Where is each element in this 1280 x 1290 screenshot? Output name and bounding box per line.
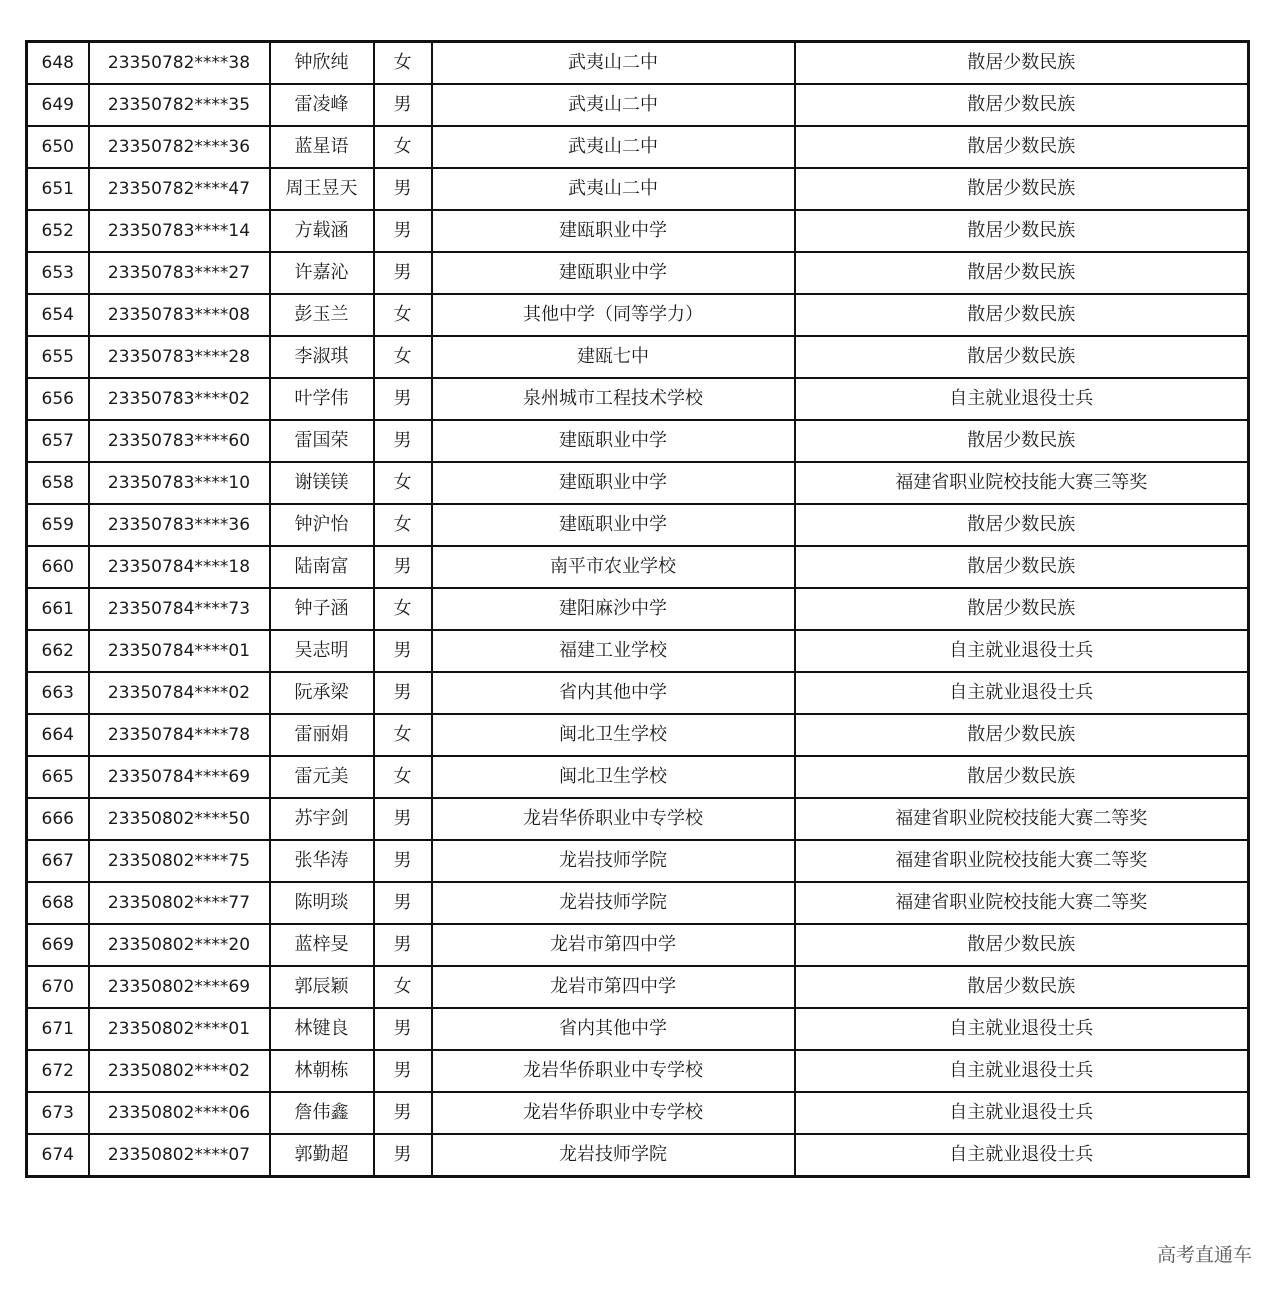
exam-id-cell: 23350782****47 (89, 168, 270, 210)
watermark-text: 高考直通车 (1156, 1244, 1252, 1266)
school-cell: 闽北卫生学校 (432, 756, 795, 798)
school-cell: 闽北卫生学校 (432, 714, 795, 756)
school-cell: 建瓯七中 (432, 336, 795, 378)
table-row (27, 1092, 1249, 1134)
serial-number-cell: 656 (27, 378, 89, 420)
serial-number-cell: 672 (27, 1050, 89, 1092)
school-cell: 建阳麻沙中学 (432, 588, 795, 630)
school-cell: 福建工业学校 (432, 630, 795, 672)
candidate-table (25, 40, 1250, 1178)
gender-cell: 男 (374, 378, 432, 420)
serial-number-cell: 659 (27, 504, 89, 546)
table-row (27, 462, 1249, 504)
category-cell: 福建省职业院校技能大赛二等奖 (795, 840, 1249, 882)
category-cell: 自主就业退役士兵 (795, 1008, 1249, 1050)
name-cell: 张华涛 (270, 840, 374, 882)
name-cell: 陆南富 (270, 546, 374, 588)
serial-number-cell: 669 (27, 924, 89, 966)
exam-id-cell: 23350782****38 (89, 42, 270, 85)
gender-cell: 男 (374, 84, 432, 126)
serial-number-cell: 658 (27, 462, 89, 504)
name-cell: 方载涵 (270, 210, 374, 252)
gender-cell: 男 (374, 168, 432, 210)
gender-cell: 女 (374, 966, 432, 1008)
table-row (27, 630, 1249, 672)
table-row (27, 798, 1249, 840)
school-cell: 建瓯职业中学 (432, 420, 795, 462)
school-cell: 武夷山二中 (432, 42, 795, 85)
serial-number-cell: 653 (27, 252, 89, 294)
name-cell: 谢镁镁 (270, 462, 374, 504)
category-cell: 散居少数民族 (795, 546, 1249, 588)
gender-cell: 女 (374, 126, 432, 168)
gender-cell: 女 (374, 462, 432, 504)
table-row (27, 546, 1249, 588)
exam-id-cell: 23350802****20 (89, 924, 270, 966)
table-row (27, 252, 1249, 294)
name-cell: 郭勤超 (270, 1134, 374, 1177)
table-row (27, 210, 1249, 252)
table-row (27, 84, 1249, 126)
gender-cell: 男 (374, 1134, 432, 1177)
name-cell: 叶学伟 (270, 378, 374, 420)
table-row (27, 168, 1249, 210)
exam-id-cell: 23350802****50 (89, 798, 270, 840)
serial-number-cell: 660 (27, 546, 89, 588)
school-cell: 省内其他中学 (432, 672, 795, 714)
name-cell: 吴志明 (270, 630, 374, 672)
school-cell: 其他中学（同等学力） (432, 294, 795, 336)
serial-number-cell: 662 (27, 630, 89, 672)
table-row (27, 672, 1249, 714)
name-cell: 钟沪怡 (270, 504, 374, 546)
school-cell: 龙岩华侨职业中专学校 (432, 1092, 795, 1134)
category-cell: 自主就业退役士兵 (795, 1092, 1249, 1134)
table-row (27, 378, 1249, 420)
table-row (27, 42, 1249, 85)
exam-id-cell: 23350784****78 (89, 714, 270, 756)
exam-id-cell: 23350802****75 (89, 840, 270, 882)
serial-number-cell: 654 (27, 294, 89, 336)
category-cell: 散居少数民族 (795, 924, 1249, 966)
exam-id-cell: 23350802****06 (89, 1092, 270, 1134)
gender-cell: 女 (374, 294, 432, 336)
serial-number-cell: 670 (27, 966, 89, 1008)
table-row (27, 1050, 1249, 1092)
exam-id-cell: 23350783****60 (89, 420, 270, 462)
category-cell: 散居少数民族 (795, 714, 1249, 756)
exam-id-cell: 23350782****35 (89, 84, 270, 126)
table-row (27, 1134, 1249, 1177)
school-cell: 武夷山二中 (432, 168, 795, 210)
name-cell: 李淑琪 (270, 336, 374, 378)
serial-number-cell: 664 (27, 714, 89, 756)
table-row (27, 420, 1249, 462)
table-row (27, 504, 1249, 546)
gender-cell: 女 (374, 588, 432, 630)
name-cell: 雷国荣 (270, 420, 374, 462)
category-cell: 自主就业退役士兵 (795, 1134, 1249, 1177)
name-cell: 钟子涵 (270, 588, 374, 630)
exam-id-cell: 23350783****27 (89, 252, 270, 294)
serial-number-cell: 651 (27, 168, 89, 210)
table-row (27, 882, 1249, 924)
table-row (27, 924, 1249, 966)
gender-cell: 男 (374, 210, 432, 252)
category-cell: 散居少数民族 (795, 336, 1249, 378)
gender-cell: 女 (374, 42, 432, 85)
name-cell: 林键良 (270, 1008, 374, 1050)
name-cell: 钟欣纯 (270, 42, 374, 85)
category-cell: 散居少数民族 (795, 504, 1249, 546)
serial-number-cell: 649 (27, 84, 89, 126)
category-cell: 散居少数民族 (795, 252, 1249, 294)
gender-cell: 女 (374, 336, 432, 378)
school-cell: 省内其他中学 (432, 1008, 795, 1050)
exam-id-cell: 23350784****02 (89, 672, 270, 714)
category-cell: 散居少数民族 (795, 168, 1249, 210)
category-cell: 散居少数民族 (795, 210, 1249, 252)
exam-id-cell: 23350783****36 (89, 504, 270, 546)
school-cell: 龙岩技师学院 (432, 1134, 795, 1177)
serial-number-cell: 652 (27, 210, 89, 252)
gender-cell: 男 (374, 1008, 432, 1050)
gender-cell: 男 (374, 924, 432, 966)
school-cell: 武夷山二中 (432, 126, 795, 168)
exam-id-cell: 23350802****01 (89, 1008, 270, 1050)
serial-number-cell: 661 (27, 588, 89, 630)
serial-number-cell: 655 (27, 336, 89, 378)
exam-id-cell: 23350802****07 (89, 1134, 270, 1177)
school-cell: 龙岩华侨职业中专学校 (432, 1050, 795, 1092)
school-cell: 武夷山二中 (432, 84, 795, 126)
table-row (27, 336, 1249, 378)
name-cell: 蓝梓旻 (270, 924, 374, 966)
gender-cell: 男 (374, 252, 432, 294)
name-cell: 林朝栋 (270, 1050, 374, 1092)
serial-number-cell: 666 (27, 798, 89, 840)
school-cell: 建瓯职业中学 (432, 462, 795, 504)
table-row (27, 1008, 1249, 1050)
category-cell: 散居少数民族 (795, 42, 1249, 85)
category-cell: 自主就业退役士兵 (795, 1050, 1249, 1092)
table-body (27, 42, 1249, 1177)
exam-id-cell: 23350784****18 (89, 546, 270, 588)
school-cell: 龙岩技师学院 (432, 882, 795, 924)
exam-id-cell: 23350782****36 (89, 126, 270, 168)
table-row (27, 966, 1249, 1008)
gender-cell: 男 (374, 1050, 432, 1092)
gender-cell: 男 (374, 546, 432, 588)
school-cell: 龙岩市第四中学 (432, 966, 795, 1008)
name-cell: 雷元美 (270, 756, 374, 798)
serial-number-cell: 665 (27, 756, 89, 798)
gender-cell: 男 (374, 672, 432, 714)
category-cell: 福建省职业院校技能大赛二等奖 (795, 882, 1249, 924)
name-cell: 许嘉沁 (270, 252, 374, 294)
category-cell: 自主就业退役士兵 (795, 378, 1249, 420)
serial-number-cell: 657 (27, 420, 89, 462)
table-row (27, 714, 1249, 756)
serial-number-cell: 650 (27, 126, 89, 168)
school-cell: 建瓯职业中学 (432, 210, 795, 252)
gender-cell: 女 (374, 714, 432, 756)
category-cell: 散居少数民族 (795, 420, 1249, 462)
serial-number-cell: 667 (27, 840, 89, 882)
name-cell: 蓝星语 (270, 126, 374, 168)
name-cell: 苏宇剑 (270, 798, 374, 840)
school-cell: 龙岩华侨职业中专学校 (432, 798, 795, 840)
category-cell: 散居少数民族 (795, 588, 1249, 630)
serial-number-cell: 674 (27, 1134, 89, 1177)
serial-number-cell: 668 (27, 882, 89, 924)
category-cell: 自主就业退役士兵 (795, 630, 1249, 672)
gender-cell: 男 (374, 1092, 432, 1134)
serial-number-cell: 671 (27, 1008, 89, 1050)
name-cell: 雷丽娟 (270, 714, 374, 756)
name-cell: 陈明琰 (270, 882, 374, 924)
category-cell: 散居少数民族 (795, 966, 1249, 1008)
serial-number-cell: 673 (27, 1092, 89, 1134)
category-cell: 散居少数民族 (795, 84, 1249, 126)
name-cell: 郭辰颖 (270, 966, 374, 1008)
school-cell: 龙岩市第四中学 (432, 924, 795, 966)
gender-cell: 男 (374, 840, 432, 882)
name-cell: 阮承梁 (270, 672, 374, 714)
name-cell: 雷凌峰 (270, 84, 374, 126)
gender-cell: 男 (374, 420, 432, 462)
exam-id-cell: 23350802****77 (89, 882, 270, 924)
school-cell: 建瓯职业中学 (432, 504, 795, 546)
gender-cell: 男 (374, 630, 432, 672)
gender-cell: 男 (374, 882, 432, 924)
category-cell: 散居少数民族 (795, 294, 1249, 336)
table-row (27, 294, 1249, 336)
category-cell: 福建省职业院校技能大赛二等奖 (795, 798, 1249, 840)
school-cell: 泉州城市工程技术学校 (432, 378, 795, 420)
serial-number-cell: 663 (27, 672, 89, 714)
exam-id-cell: 23350784****73 (89, 588, 270, 630)
exam-id-cell: 23350784****01 (89, 630, 270, 672)
name-cell: 周王昱天 (270, 168, 374, 210)
school-cell: 龙岩技师学院 (432, 840, 795, 882)
category-cell: 散居少数民族 (795, 126, 1249, 168)
exam-id-cell: 23350783****10 (89, 462, 270, 504)
name-cell: 彭玉兰 (270, 294, 374, 336)
gender-cell: 男 (374, 798, 432, 840)
exam-id-cell: 23350784****69 (89, 756, 270, 798)
table-row (27, 588, 1249, 630)
category-cell: 自主就业退役士兵 (795, 672, 1249, 714)
exam-id-cell: 23350783****02 (89, 378, 270, 420)
exam-id-cell: 23350783****14 (89, 210, 270, 252)
category-cell: 福建省职业院校技能大赛三等奖 (795, 462, 1249, 504)
exam-id-cell: 23350802****69 (89, 966, 270, 1008)
serial-number-cell: 648 (27, 42, 89, 85)
table-row (27, 840, 1249, 882)
gender-cell: 女 (374, 756, 432, 798)
table-row (27, 126, 1249, 168)
exam-id-cell: 23350783****28 (89, 336, 270, 378)
exam-id-cell: 23350783****08 (89, 294, 270, 336)
name-cell: 詹伟鑫 (270, 1092, 374, 1134)
school-cell: 建瓯职业中学 (432, 252, 795, 294)
table-row (27, 756, 1249, 798)
school-cell: 南平市农业学校 (432, 546, 795, 588)
gender-cell: 女 (374, 504, 432, 546)
category-cell: 散居少数民族 (795, 756, 1249, 798)
exam-id-cell: 23350802****02 (89, 1050, 270, 1092)
